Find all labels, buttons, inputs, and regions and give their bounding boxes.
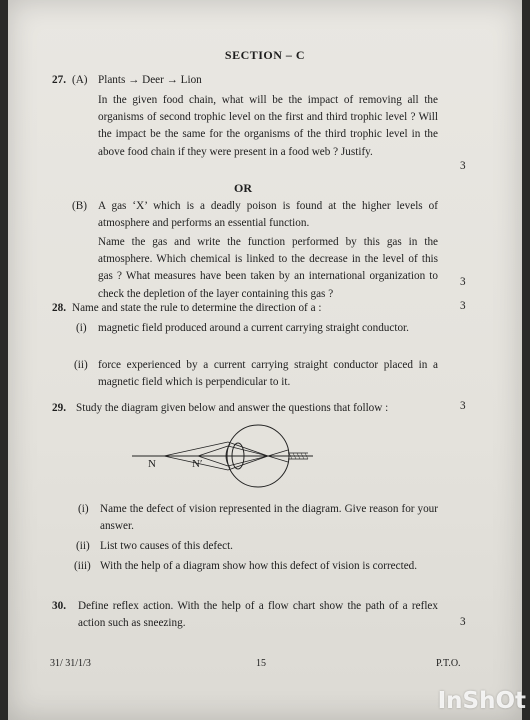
q28-ii-label: (ii) — [74, 359, 88, 371]
q28-number: 28. — [52, 302, 66, 314]
q27-number: 27. — [52, 74, 66, 86]
q29-number: 29. — [52, 402, 66, 414]
q27b-label: (B) — [72, 200, 87, 212]
pto-label: P.T.O. — [436, 658, 461, 669]
page-number: 15 — [256, 658, 266, 669]
paper-code: 31/ 31/1/3 — [50, 658, 91, 669]
q27a-label: (A) — [72, 74, 88, 86]
diagram-label-n-prime: N′ — [192, 458, 203, 470]
q27a-marks: 3 — [460, 160, 466, 172]
exam-page — [8, 0, 522, 720]
q27a-food-chain: Plants → Deer → Lion — [98, 74, 202, 86]
q28-i-label: (i) — [76, 322, 87, 334]
q29-ii-text: List two causes of this defect. — [100, 540, 233, 552]
q29-i-label: (i) — [78, 503, 89, 515]
q28-marks: 3 — [460, 300, 466, 312]
or-separator: OR — [234, 181, 252, 195]
section-title: SECTION – C — [224, 48, 306, 62]
q29-ii-label: (ii) — [76, 540, 90, 552]
q27b-marks: 3 — [460, 276, 466, 288]
q27a-text: In the given food chain, what will be the impact of removing all the organisms of second trophic level on the first and third trophic level ? Will the impact be the same for the organisms of the third trophic level in the above food chain if they were present in a food web ? Justify. — [98, 94, 438, 158]
q28-i-text: magnetic field produced around a current carrying straight conductor. — [98, 322, 409, 334]
q30-number: 30. — [52, 600, 66, 612]
q27b-question: Name the gas and write the function performed by this gas in the atmosphere. Which chemical is linked to the decrease in the level of this gas ? What measures have been taken by an international organization to check the depletion of the layer containing this gas ? — [98, 236, 438, 300]
q27b-intro: A gas ‘X’ which is a deadly poison is found at the higher levels of atmosphere and performs an essential function. — [98, 200, 438, 230]
q28-stem: Name and state the rule to determine the direction of a : — [72, 302, 322, 314]
eye-diagram — [128, 420, 328, 490]
q30-text: Define reflex action. With the help of a flow chart show the path of a reflex action such as sneezing. — [78, 600, 438, 630]
q29-i-text: Name the defect of vision represented in the diagram. Give reason for your answer. — [100, 503, 438, 533]
q29-iii-text: With the help of a diagram show how this defect of vision is corrected. — [100, 560, 418, 572]
app-watermark-logo: InShOt — [437, 688, 526, 714]
q30-marks: 3 — [460, 616, 466, 628]
q29-marks: 3 — [460, 400, 466, 412]
q29-stem: Study the diagram given below and answer the questions that follow : — [76, 402, 389, 414]
diagram-label-n: N — [148, 458, 156, 470]
q28-ii-text: force experienced by a current carrying straight conductor placed in a magnetic field which is perpendicular to it. — [98, 359, 438, 389]
q29-iii-label: (iii) — [74, 560, 91, 572]
